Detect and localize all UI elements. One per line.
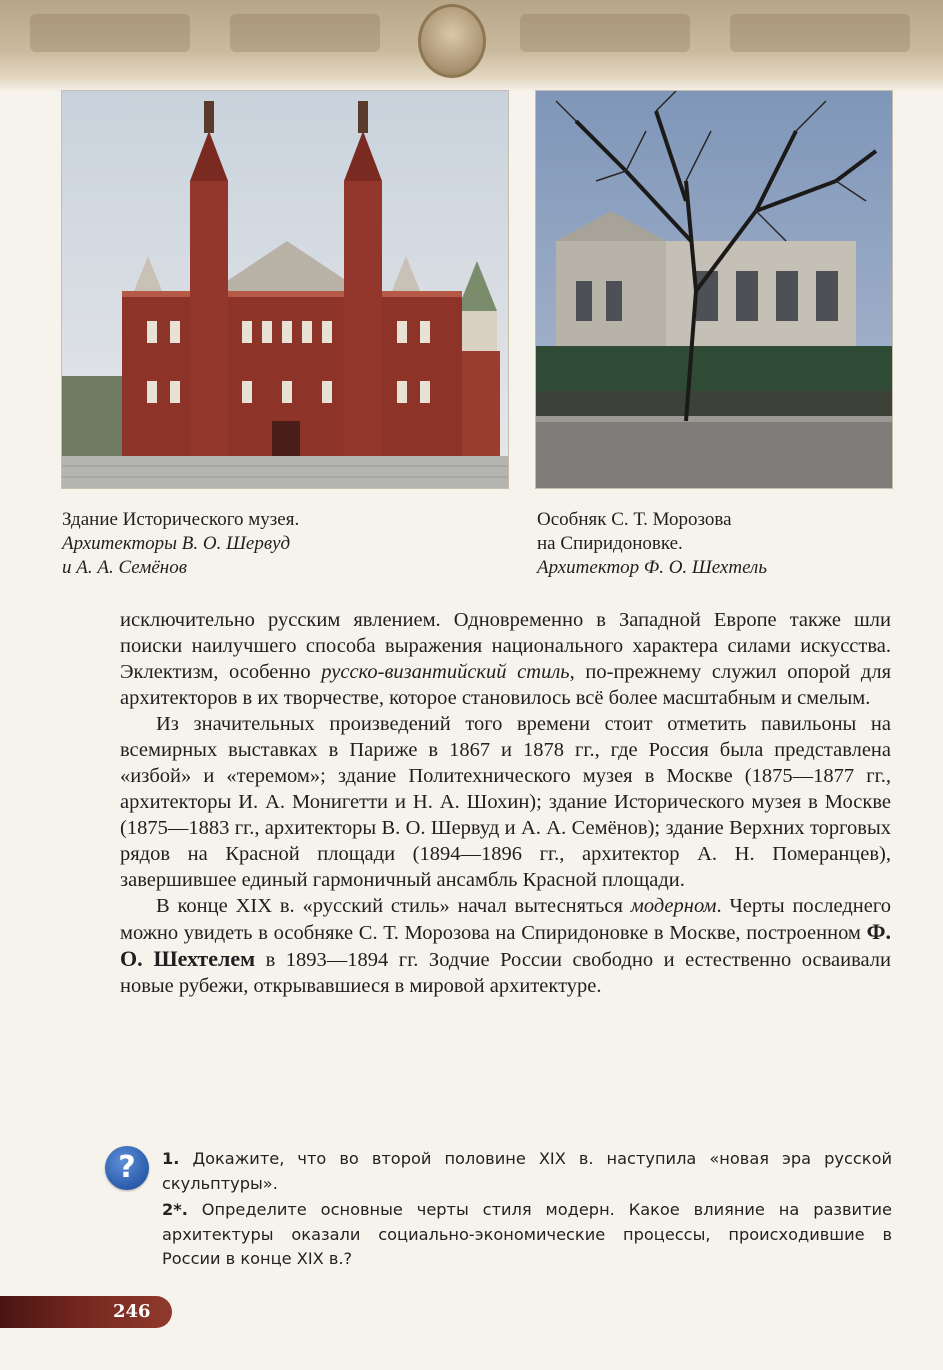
caption-historical-museum: [62, 508, 299, 580]
photo-morozov-mansion: [535, 90, 893, 489]
question-2-number: 2*.: [162, 1200, 188, 1219]
paragraph-3-text-a: В конце XIX в. «русский стиль» начал вытесняться: [156, 895, 631, 917]
review-questions: [162, 1147, 892, 1274]
question-2-text: Определите основные черты стиля модерн. Какое влияние на развитие архитектуры оказали социально-экономические процессы, происходившие в России в конце XIX в.?: [162, 1200, 892, 1268]
paragraph-1: [120, 607, 891, 711]
paragraph-3: [120, 893, 891, 999]
caption-right-title-cont: на Спиридоновке.: [537, 533, 683, 554]
header-decoration: [0, 0, 943, 92]
caption-right-architect: Архитектор Ф. О. Шехтель: [537, 557, 767, 578]
main-text: [120, 607, 891, 999]
paragraph-1-text-b: , по-прежнему служил опорой для архитекторов в их творчестве, которое становилось всё более масштабным и смелым.: [120, 661, 891, 709]
paragraph-1-italic-term: русско-византийский стиль: [321, 661, 570, 683]
caption-left-architects-cont: и А. А. Семёнов: [62, 557, 187, 578]
header-ornament-center-left: [230, 14, 380, 52]
header-ornament-left: [30, 14, 190, 52]
caption-left-architects: Архитекторы В. О. Шервуд: [62, 533, 291, 554]
morozov-mansion-illustration: [536, 91, 892, 488]
question-1-number: 1.: [162, 1149, 180, 1168]
paragraph-3-bold-name: Ф. О. Шехтелем: [120, 919, 891, 971]
paragraph-2: Из значительных произведений того времени стоит отметить павильоны на всемирных выставках в Париже в 1867 и 1878 гг., где Россия была представлена «избой» и «теремом»; здание Политехнического музея в Москве (1875—1877 гг., архитекторы И. А. Монигетти и Н. А. Шохин); здание Исторического музея в Москве (1875—1883 гг., архитекторы В. О. Шервуд и А. А. Семёнов); здание Верхних торговых рядов на Красной площади (1894—1896 гг., архитектор А. Н. Померанцев), завершившее единый гармоничный ансамбль Красной площади.: [120, 713, 891, 891]
paragraph-3-text-b: . Черты последнего можно увидеть в особняке С. Т. Морозова на Спиридоновке в Москве, построенном: [120, 895, 892, 944]
caption-right-title: Особняк С. Т. Морозова: [537, 509, 732, 530]
historical-museum-illustration: [62, 91, 508, 488]
photo-historical-museum: [61, 90, 509, 489]
page-number: 246: [113, 1301, 151, 1322]
header-ornament-center-right: [520, 14, 690, 52]
header-portrait-medallion: [418, 4, 486, 78]
paragraph-1-text-a: исключительно русским явлением. Одновременно в Западной Европе также шли поиски наилучшего способа выражения национального характера силами искусства. Эклектизм, особенно: [120, 609, 891, 683]
question-mark-icon: ?: [105, 1146, 149, 1190]
question-1-text: Докажите, что во второй половине XIX в. наступила «новая эра русской скульптуры».: [162, 1149, 892, 1193]
paragraph-3-text-c: в 1893—1894 гг. Зодчие России свободно и естественно осваивали новые рубежи, открывавшиеся в мировой архитектуре.: [120, 949, 891, 997]
caption-left-title: Здание Исторического музея.: [62, 509, 300, 530]
question-1: [162, 1147, 892, 1196]
paragraph-3-italic-term: модерном: [630, 895, 717, 917]
caption-morozov-mansion: [537, 508, 767, 580]
header-ornament-right: [730, 14, 910, 52]
question-2: [162, 1198, 892, 1272]
